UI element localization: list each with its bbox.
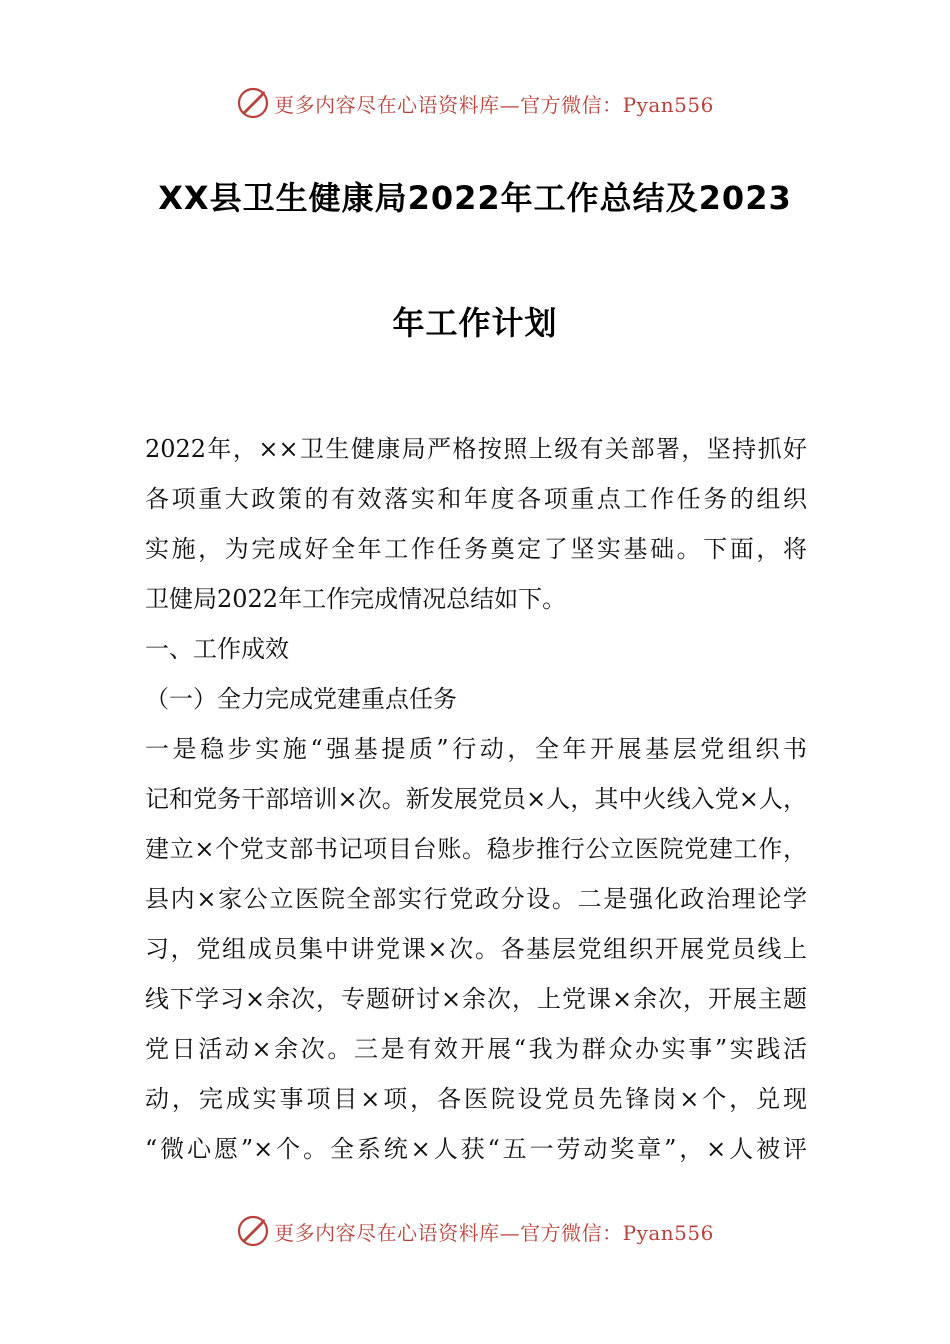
body-line: 线下学习×余次，专题研讨×余次，上党课×余次，开展主题 — [145, 985, 807, 1013]
body-line: 建立×个党支部书记项目台账。稳步推行公立医院党建工作， — [145, 835, 807, 863]
body-line: 动，完成实事项目×项，各医院设党员先锋岗×个，兑现 — [145, 1085, 807, 1113]
body-line: 卫健局2022年工作完成情况总结如下。 — [145, 585, 567, 613]
body-line: 各项重大政策的有效落实和年度各项重点工作任务的组织 — [145, 485, 807, 513]
subsection-heading: （一）全力完成党建重点任务 — [145, 685, 457, 713]
body-line: 县内×家公立医院全部实行党政分设。二是强化政治理论学 — [145, 885, 807, 913]
watermark-bottom — [0, 1206, 950, 1256]
body-line: 实施，为完成好全年工作任务奠定了坚实基础。下面，将 — [145, 535, 807, 563]
document-body — [145, 424, 807, 1174]
body-line: 2022年，××卫生健康局严格按照上级有关部署，坚持抓好 — [145, 435, 807, 463]
body-line: 党日活动×余次。三是有效开展“我为群众办实事”实践活 — [145, 1035, 807, 1063]
watermark-top — [0, 78, 950, 128]
body-line: 一是稳步实施“强基提质”行动，全年开展基层党组织书 — [145, 735, 807, 763]
body-line: 记和党务干部培训×次。新发展党员×人，其中火线入党×人， — [145, 785, 807, 813]
document-title-line-1: XX县卫生健康局2022年工作总结及2023 — [158, 179, 792, 217]
pen-logo-icon — [236, 1214, 270, 1248]
watermark-text: 更多内容尽在心语资料库—官方微信：Pyan556 — [274, 92, 714, 117]
watermark-text: 更多内容尽在心语资料库—官方微信：Pyan556 — [274, 1220, 714, 1245]
body-line: 习，党组成员集中讲党课×次。各基层党组织开展党员线上 — [145, 935, 807, 963]
section-heading: 一、工作成效 — [145, 635, 289, 663]
pen-logo-icon — [236, 86, 270, 120]
document-title-line-2: 年工作计划 — [392, 304, 558, 342]
body-line: “微心愿”×个。全系统×人获“五一劳动奖章”，×人被评 — [145, 1135, 807, 1163]
